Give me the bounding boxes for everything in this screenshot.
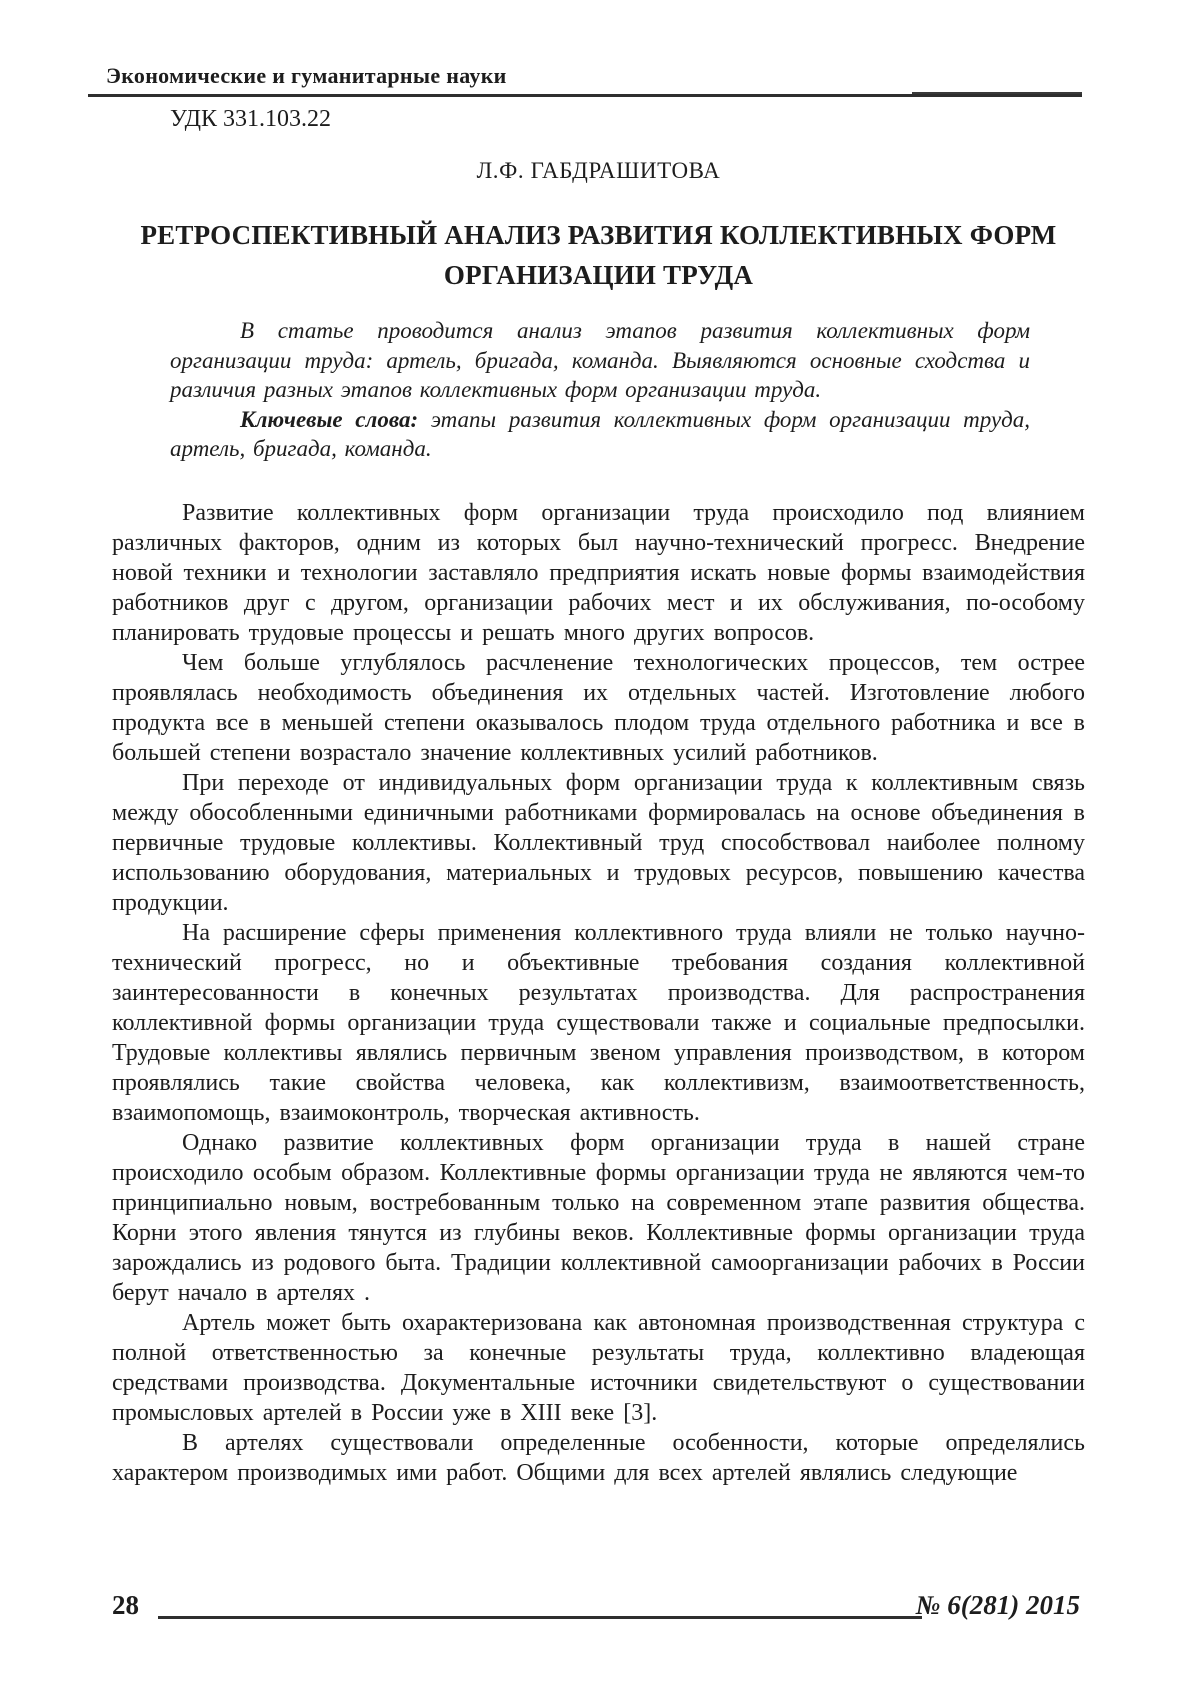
header-rule-segment bbox=[912, 92, 1082, 94]
abstract-text: В статье проводится анализ этапов развития коллективных форм организации труда: артель, бригада, команда. Выявляются основные сходства и различия разных этапов коллективных форм организации труда. bbox=[170, 318, 1030, 402]
body-paragraph: Развитие коллективных форм организации труда происходило под влиянием различных факторов, одним из которых был научно-технический прогресс. Внедрение новой техники и технологии заставляло предприятия искать новые формы взаимодействия работников друг с другом, организации рабочих мест и их обслуживания, по-особому планировать трудовые процессы и решать много других вопросов. bbox=[112, 500, 1085, 646]
article-title: РЕТРОСПЕКТИВНЫЙ АНАЛИЗ РАЗВИТИЯ КОЛЛЕКТИВНЫХ ФОРМ ОРГАНИЗАЦИИ ТРУДА bbox=[140, 220, 1057, 290]
body-paragraph: Однако развитие коллективных форм организации труда в нашей стране происходило особым образом. Коллективные формы организации труда не являются чем-то принципиально новым, востребованным только на современном этапе развития общества. Корни этого явления тянутся из глубины веков. Коллективные формы организации труда зарождались из родового быта. Традиции коллективной самоорганизации рабочих в России берут начало в артелях . bbox=[112, 1130, 1085, 1306]
keywords-line bbox=[170, 405, 1030, 464]
issue-number: № 6(281) 2015 bbox=[915, 1590, 1080, 1620]
body-paragraph: На расширение сферы применения коллективного труда влияли не только научно-технический прогресс, но и объективные требования создания коллективной заинтересованности в конечных результатах производства. Для распространения коллективной формы организации труда существовали также и социальные предпосылки. Трудовые коллективы являлись первичным звеном управления производством, в котором проявлялись такие свойства человека, как коллективизм, взаимоответственность, взаимопомощь, взаимоконтроль, творческая активность. bbox=[112, 920, 1085, 1126]
udk-number: УДК 331.103.22 bbox=[170, 106, 331, 132]
page-number: 28 bbox=[112, 1590, 139, 1620]
header-rule bbox=[88, 94, 1082, 97]
journal-title: Экономические и гуманитарные науки bbox=[106, 63, 507, 88]
article-body bbox=[112, 498, 1085, 1488]
footer-rule bbox=[158, 1616, 922, 1619]
body-paragraph: Артель может быть охарактеризована как автономная производственная структура с полной ответственностью за конечные результаты труда, коллективно владеющая средствами производства. Документальные источники свидетельствуют о существовании промысловых артелей в России уже в XIII веке [3]. bbox=[112, 1310, 1085, 1426]
author-name: Л.Ф. ГАБДРАШИТОВА bbox=[476, 158, 721, 183]
abstract-block bbox=[170, 316, 1030, 464]
keywords-label: Ключевые слова: bbox=[240, 406, 419, 432]
keywords-text: этапы развития коллективных форм организации труда, артель, бригада, команда. bbox=[170, 406, 1030, 461]
body-paragraph: В артелях существовали определенные особенности, которые определялись характером производимых ими работ. Общими для всех артелей являлись следующие bbox=[112, 1430, 1085, 1486]
body-paragraph: При переходе от индивидуальных форм организации труда к коллективным связь между обособленными единичными работниками формировалась на основе объединения в первичные трудовые коллективы. Коллективный труд способствовал наиболее полному использованию оборудования, материальных и трудовых ресурсов, повышению качества продукции. bbox=[112, 770, 1085, 916]
body-paragraph: Чем больше углублялось расчленение технологических процессов, тем острее проявлялась необходимость объединения их отдельных частей. Изготовление любого продукта все в меньшей степени оказывалось плодом труда отдельного работника и все в большей степени возрастало значение коллективных усилий работников. bbox=[112, 650, 1085, 766]
